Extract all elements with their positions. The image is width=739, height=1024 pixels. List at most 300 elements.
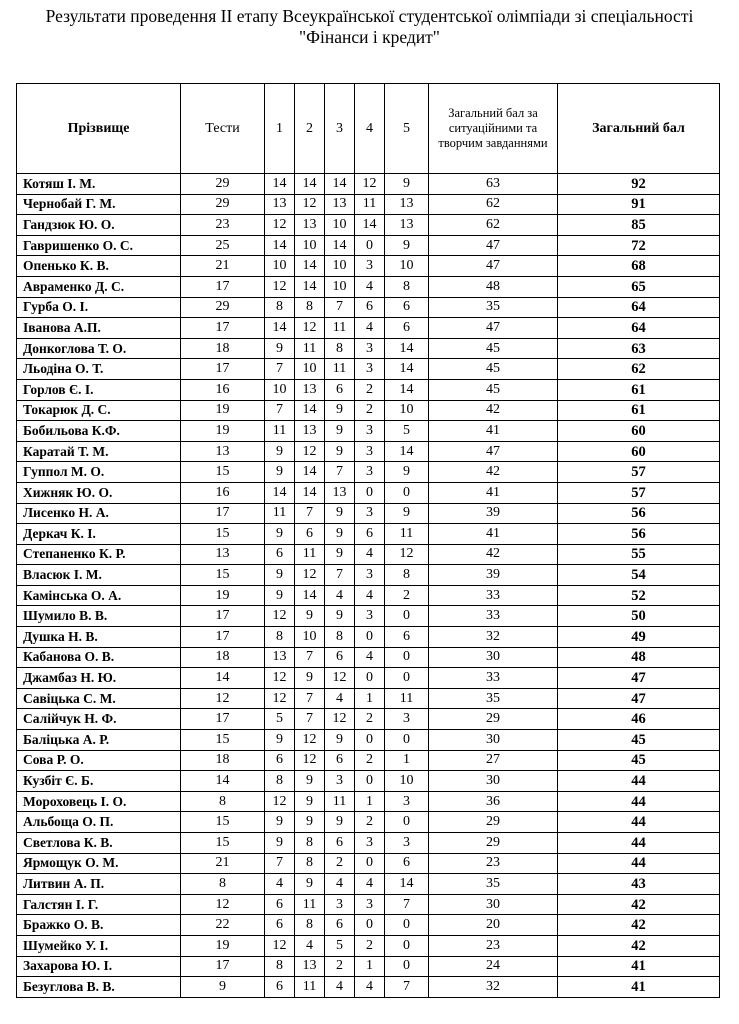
cell-task-1: 10 xyxy=(265,256,295,277)
cell-task-5: 0 xyxy=(385,668,429,689)
table-row xyxy=(17,524,720,545)
cell-task-4: 2 xyxy=(355,812,385,833)
cell-task-3: 10 xyxy=(325,276,355,297)
cell-total: 45 xyxy=(558,730,720,751)
cell-task-5: 3 xyxy=(385,833,429,854)
cell-task-1: 8 xyxy=(265,297,295,318)
cell-tests: 8 xyxy=(181,791,265,812)
cell-task-3: 7 xyxy=(325,462,355,483)
cell-task-3: 4 xyxy=(325,585,355,606)
cell-total: 45 xyxy=(558,750,720,771)
table-row xyxy=(17,771,720,792)
cell-name: Котяш І. М. xyxy=(17,174,181,195)
table-row xyxy=(17,215,720,236)
cell-task-5: 0 xyxy=(385,915,429,936)
cell-name: Іванова А.П. xyxy=(17,318,181,339)
cell-tests: 14 xyxy=(181,668,265,689)
cell-task-1: 12 xyxy=(265,791,295,812)
cell-task-4: 6 xyxy=(355,524,385,545)
cell-task-4: 3 xyxy=(355,462,385,483)
cell-task-5: 3 xyxy=(385,709,429,730)
cell-situational: 27 xyxy=(429,750,558,771)
cell-total: 60 xyxy=(558,421,720,442)
cell-task-1: 10 xyxy=(265,379,295,400)
cell-tests: 15 xyxy=(181,730,265,751)
table-row xyxy=(17,297,720,318)
cell-task-3: 6 xyxy=(325,647,355,668)
cell-task-4: 0 xyxy=(355,771,385,792)
cell-task-3: 9 xyxy=(325,400,355,421)
cell-task-5: 0 xyxy=(385,647,429,668)
cell-task-1: 12 xyxy=(265,215,295,236)
cell-tests: 29 xyxy=(181,194,265,215)
cell-tests: 8 xyxy=(181,874,265,895)
table-row xyxy=(17,174,720,195)
cell-task-5: 13 xyxy=(385,194,429,215)
header-name: Прізвище xyxy=(17,84,181,174)
cell-name: Шумейко У. І. xyxy=(17,935,181,956)
cell-total: 49 xyxy=(558,627,720,648)
cell-task-2: 12 xyxy=(295,750,325,771)
table-row xyxy=(17,565,720,586)
cell-total: 56 xyxy=(558,503,720,524)
cell-task-3: 4 xyxy=(325,874,355,895)
cell-situational: 39 xyxy=(429,503,558,524)
cell-total: 44 xyxy=(558,812,720,833)
table-row xyxy=(17,956,720,977)
cell-task-3: 4 xyxy=(325,688,355,709)
document-title xyxy=(0,6,739,48)
table-row xyxy=(17,441,720,462)
cell-task-5: 5 xyxy=(385,421,429,442)
cell-task-1: 9 xyxy=(265,812,295,833)
table-row xyxy=(17,462,720,483)
cell-total: 42 xyxy=(558,935,720,956)
cell-name: Мороховець І. О. xyxy=(17,791,181,812)
cell-task-3: 14 xyxy=(325,235,355,256)
cell-task-4: 3 xyxy=(355,256,385,277)
cell-name: Авраменко Д. С. xyxy=(17,276,181,297)
cell-task-4: 11 xyxy=(355,194,385,215)
cell-task-5: 0 xyxy=(385,606,429,627)
cell-task-1: 9 xyxy=(265,441,295,462)
cell-task-4: 0 xyxy=(355,853,385,874)
cell-tests: 21 xyxy=(181,256,265,277)
cell-task-3: 2 xyxy=(325,853,355,874)
cell-task-2: 12 xyxy=(295,318,325,339)
cell-total: 42 xyxy=(558,915,720,936)
cell-total: 54 xyxy=(558,565,720,586)
cell-task-5: 6 xyxy=(385,853,429,874)
cell-total: 91 xyxy=(558,194,720,215)
cell-task-2: 7 xyxy=(295,647,325,668)
cell-name: Гурба О. І. xyxy=(17,297,181,318)
cell-task-5: 11 xyxy=(385,688,429,709)
cell-situational: 35 xyxy=(429,874,558,895)
cell-situational: 42 xyxy=(429,544,558,565)
cell-task-4: 0 xyxy=(355,915,385,936)
cell-task-5: 14 xyxy=(385,359,429,380)
cell-total: 47 xyxy=(558,668,720,689)
table-row xyxy=(17,482,720,503)
cell-total: 44 xyxy=(558,791,720,812)
cell-task-2: 9 xyxy=(295,791,325,812)
cell-name: Джамбаз Н. Ю. xyxy=(17,668,181,689)
cell-situational: 47 xyxy=(429,441,558,462)
cell-task-5: 10 xyxy=(385,400,429,421)
cell-total: 50 xyxy=(558,606,720,627)
header-task-1: 1 xyxy=(265,84,295,174)
cell-tests: 13 xyxy=(181,441,265,462)
cell-total: 41 xyxy=(558,956,720,977)
cell-tests: 12 xyxy=(181,688,265,709)
cell-task-2: 9 xyxy=(295,668,325,689)
cell-total: 64 xyxy=(558,297,720,318)
header-total-score: Загальний бал xyxy=(558,84,720,174)
cell-task-3: 9 xyxy=(325,544,355,565)
cell-tests: 15 xyxy=(181,833,265,854)
cell-total: 55 xyxy=(558,544,720,565)
cell-task-3: 4 xyxy=(325,977,355,998)
cell-name: Чернобай Г. М. xyxy=(17,194,181,215)
table-row xyxy=(17,194,720,215)
cell-task-5: 14 xyxy=(385,441,429,462)
cell-task-4: 2 xyxy=(355,750,385,771)
cell-task-4: 2 xyxy=(355,379,385,400)
cell-task-4: 4 xyxy=(355,318,385,339)
cell-task-5: 14 xyxy=(385,874,429,895)
cell-task-2: 14 xyxy=(295,462,325,483)
cell-task-4: 2 xyxy=(355,935,385,956)
cell-tests: 14 xyxy=(181,771,265,792)
cell-situational: 45 xyxy=(429,379,558,400)
cell-task-1: 7 xyxy=(265,359,295,380)
table-row xyxy=(17,606,720,627)
cell-task-4: 0 xyxy=(355,235,385,256)
cell-task-2: 11 xyxy=(295,977,325,998)
table-header xyxy=(17,84,720,174)
cell-name: Хижняк Ю. О. xyxy=(17,482,181,503)
table-row xyxy=(17,874,720,895)
cell-task-5: 9 xyxy=(385,174,429,195)
cell-task-5: 0 xyxy=(385,935,429,956)
cell-total: 44 xyxy=(558,833,720,854)
cell-tests: 29 xyxy=(181,174,265,195)
cell-task-1: 9 xyxy=(265,833,295,854)
cell-name: Каратай Т. М. xyxy=(17,441,181,462)
cell-task-3: 2 xyxy=(325,956,355,977)
cell-task-2: 14 xyxy=(295,256,325,277)
cell-name: Токарюк Д. С. xyxy=(17,400,181,421)
cell-task-4: 3 xyxy=(355,359,385,380)
cell-situational: 45 xyxy=(429,338,558,359)
cell-situational: 20 xyxy=(429,915,558,936)
cell-situational: 30 xyxy=(429,894,558,915)
cell-task-2: 9 xyxy=(295,812,325,833)
cell-task-3: 6 xyxy=(325,750,355,771)
cell-situational: 39 xyxy=(429,565,558,586)
cell-task-2: 13 xyxy=(295,421,325,442)
cell-tests: 15 xyxy=(181,462,265,483)
cell-situational: 62 xyxy=(429,215,558,236)
cell-tests: 16 xyxy=(181,482,265,503)
cell-name: Галстян І. Г. xyxy=(17,894,181,915)
cell-situational: 29 xyxy=(429,709,558,730)
cell-name: Гандзюк Ю. О. xyxy=(17,215,181,236)
cell-name: Власюк І. М. xyxy=(17,565,181,586)
cell-name: Степаненко К. Р. xyxy=(17,544,181,565)
cell-total: 68 xyxy=(558,256,720,277)
table-row xyxy=(17,915,720,936)
cell-task-5: 0 xyxy=(385,730,429,751)
cell-tests: 17 xyxy=(181,709,265,730)
cell-task-2: 14 xyxy=(295,482,325,503)
cell-tests: 18 xyxy=(181,750,265,771)
cell-task-1: 7 xyxy=(265,400,295,421)
cell-task-5: 7 xyxy=(385,977,429,998)
cell-tests: 22 xyxy=(181,915,265,936)
cell-name: Гуппол М. О. xyxy=(17,462,181,483)
cell-situational: 30 xyxy=(429,647,558,668)
cell-tests: 9 xyxy=(181,977,265,998)
cell-task-2: 13 xyxy=(295,956,325,977)
cell-task-1: 14 xyxy=(265,235,295,256)
cell-task-4: 6 xyxy=(355,297,385,318)
cell-task-5: 11 xyxy=(385,524,429,545)
cell-task-1: 14 xyxy=(265,318,295,339)
cell-situational: 32 xyxy=(429,627,558,648)
cell-tests: 12 xyxy=(181,894,265,915)
cell-name: Савіцька С. М. xyxy=(17,688,181,709)
cell-task-4: 3 xyxy=(355,833,385,854)
cell-task-3: 9 xyxy=(325,812,355,833)
cell-task-4: 4 xyxy=(355,874,385,895)
cell-total: 57 xyxy=(558,462,720,483)
cell-task-1: 12 xyxy=(265,688,295,709)
cell-name: Лисенко Н. А. xyxy=(17,503,181,524)
cell-task-2: 12 xyxy=(295,441,325,462)
cell-situational: 48 xyxy=(429,276,558,297)
cell-tests: 17 xyxy=(181,318,265,339)
cell-task-4: 4 xyxy=(355,544,385,565)
cell-task-2: 9 xyxy=(295,771,325,792)
cell-task-2: 11 xyxy=(295,338,325,359)
cell-task-5: 9 xyxy=(385,503,429,524)
table-row xyxy=(17,791,720,812)
cell-task-2: 10 xyxy=(295,235,325,256)
cell-name: Салійчук Н. Ф. xyxy=(17,709,181,730)
cell-name: Опенько К. В. xyxy=(17,256,181,277)
cell-task-4: 1 xyxy=(355,956,385,977)
cell-task-1: 11 xyxy=(265,421,295,442)
table-row xyxy=(17,647,720,668)
table-row xyxy=(17,688,720,709)
table-row xyxy=(17,400,720,421)
table-row xyxy=(17,276,720,297)
cell-total: 65 xyxy=(558,276,720,297)
cell-task-1: 7 xyxy=(265,853,295,874)
cell-task-4: 0 xyxy=(355,730,385,751)
cell-task-5: 12 xyxy=(385,544,429,565)
cell-task-2: 10 xyxy=(295,627,325,648)
cell-tests: 13 xyxy=(181,544,265,565)
cell-task-5: 10 xyxy=(385,256,429,277)
cell-task-3: 9 xyxy=(325,606,355,627)
cell-task-5: 9 xyxy=(385,235,429,256)
cell-task-1: 8 xyxy=(265,627,295,648)
header-task-5: 5 xyxy=(385,84,429,174)
cell-task-5: 10 xyxy=(385,771,429,792)
cell-task-1: 6 xyxy=(265,894,295,915)
cell-situational: 30 xyxy=(429,771,558,792)
table-row xyxy=(17,544,720,565)
cell-task-5: 6 xyxy=(385,297,429,318)
cell-task-1: 9 xyxy=(265,585,295,606)
cell-task-4: 3 xyxy=(355,441,385,462)
cell-task-5: 0 xyxy=(385,482,429,503)
cell-task-4: 4 xyxy=(355,647,385,668)
table-row xyxy=(17,730,720,751)
cell-task-3: 9 xyxy=(325,503,355,524)
header-task-2: 2 xyxy=(295,84,325,174)
cell-tests: 19 xyxy=(181,421,265,442)
cell-task-1: 8 xyxy=(265,771,295,792)
cell-name: Бражко О. В. xyxy=(17,915,181,936)
cell-situational: 35 xyxy=(429,688,558,709)
cell-tests: 18 xyxy=(181,338,265,359)
cell-name: Гавришенко О. С. xyxy=(17,235,181,256)
cell-task-5: 3 xyxy=(385,791,429,812)
table-row xyxy=(17,977,720,998)
cell-situational: 41 xyxy=(429,421,558,442)
cell-task-5: 0 xyxy=(385,956,429,977)
cell-situational: 32 xyxy=(429,977,558,998)
header-tests: Тести xyxy=(181,84,265,174)
cell-task-2: 13 xyxy=(295,379,325,400)
cell-task-2: 14 xyxy=(295,174,325,195)
cell-name: Светлова К. В. xyxy=(17,833,181,854)
cell-task-4: 0 xyxy=(355,668,385,689)
cell-task-5: 6 xyxy=(385,627,429,648)
cell-situational: 33 xyxy=(429,668,558,689)
cell-name: Безуглова В. В. xyxy=(17,977,181,998)
cell-total: 47 xyxy=(558,688,720,709)
cell-tests: 23 xyxy=(181,215,265,236)
cell-task-4: 0 xyxy=(355,482,385,503)
cell-task-1: 9 xyxy=(265,338,295,359)
cell-tests: 17 xyxy=(181,606,265,627)
table-row xyxy=(17,421,720,442)
cell-task-4: 0 xyxy=(355,627,385,648)
cell-task-3: 10 xyxy=(325,215,355,236)
cell-name: Душка Н. В. xyxy=(17,627,181,648)
header-task-3: 3 xyxy=(325,84,355,174)
cell-task-2: 11 xyxy=(295,894,325,915)
cell-task-3: 7 xyxy=(325,565,355,586)
cell-task-2: 8 xyxy=(295,833,325,854)
cell-tests: 17 xyxy=(181,956,265,977)
cell-total: 72 xyxy=(558,235,720,256)
cell-name: Кузбіт Є. Б. xyxy=(17,771,181,792)
table-body xyxy=(17,174,720,998)
cell-task-1: 13 xyxy=(265,647,295,668)
table-row xyxy=(17,894,720,915)
cell-task-1: 5 xyxy=(265,709,295,730)
cell-situational: 24 xyxy=(429,956,558,977)
cell-situational: 63 xyxy=(429,174,558,195)
cell-task-2: 7 xyxy=(295,688,325,709)
table-row xyxy=(17,379,720,400)
cell-name: Льодіна О. Т. xyxy=(17,359,181,380)
cell-situational: 35 xyxy=(429,297,558,318)
cell-situational: 41 xyxy=(429,482,558,503)
cell-name: Бобильова К.Ф. xyxy=(17,421,181,442)
cell-task-1: 6 xyxy=(265,750,295,771)
cell-situational: 41 xyxy=(429,524,558,545)
cell-task-3: 10 xyxy=(325,256,355,277)
cell-task-1: 14 xyxy=(265,482,295,503)
cell-task-5: 2 xyxy=(385,585,429,606)
cell-task-3: 11 xyxy=(325,359,355,380)
cell-total: 48 xyxy=(558,647,720,668)
cell-task-5: 13 xyxy=(385,215,429,236)
table-row xyxy=(17,833,720,854)
cell-task-1: 14 xyxy=(265,174,295,195)
cell-total: 44 xyxy=(558,853,720,874)
cell-task-2: 8 xyxy=(295,853,325,874)
cell-total: 41 xyxy=(558,977,720,998)
cell-tests: 19 xyxy=(181,400,265,421)
cell-name: Кабанова О. В. xyxy=(17,647,181,668)
cell-task-3: 11 xyxy=(325,791,355,812)
cell-name: Альбоща О. П. xyxy=(17,812,181,833)
cell-tests: 25 xyxy=(181,235,265,256)
title-line-2: "Фінанси і кредит" xyxy=(299,27,440,47)
cell-situational: 30 xyxy=(429,730,558,751)
cell-total: 64 xyxy=(558,318,720,339)
cell-task-5: 14 xyxy=(385,379,429,400)
cell-task-4: 4 xyxy=(355,276,385,297)
cell-tests: 15 xyxy=(181,565,265,586)
table-row xyxy=(17,709,720,730)
cell-task-1: 11 xyxy=(265,503,295,524)
table-row xyxy=(17,235,720,256)
cell-task-3: 5 xyxy=(325,935,355,956)
cell-task-1: 9 xyxy=(265,565,295,586)
table-row xyxy=(17,935,720,956)
cell-situational: 33 xyxy=(429,606,558,627)
cell-situational: 47 xyxy=(429,256,558,277)
cell-task-3: 8 xyxy=(325,338,355,359)
cell-total: 62 xyxy=(558,359,720,380)
cell-situational: 29 xyxy=(429,833,558,854)
cell-total: 42 xyxy=(558,894,720,915)
cell-total: 52 xyxy=(558,585,720,606)
table-row xyxy=(17,318,720,339)
cell-situational: 36 xyxy=(429,791,558,812)
cell-task-3: 6 xyxy=(325,833,355,854)
cell-task-3: 7 xyxy=(325,297,355,318)
cell-task-3: 13 xyxy=(325,482,355,503)
cell-name: Камінська О. А. xyxy=(17,585,181,606)
cell-task-5: 1 xyxy=(385,750,429,771)
cell-task-4: 3 xyxy=(355,606,385,627)
table-row xyxy=(17,812,720,833)
cell-task-4: 1 xyxy=(355,688,385,709)
cell-total: 60 xyxy=(558,441,720,462)
table-row xyxy=(17,359,720,380)
cell-task-1: 6 xyxy=(265,915,295,936)
